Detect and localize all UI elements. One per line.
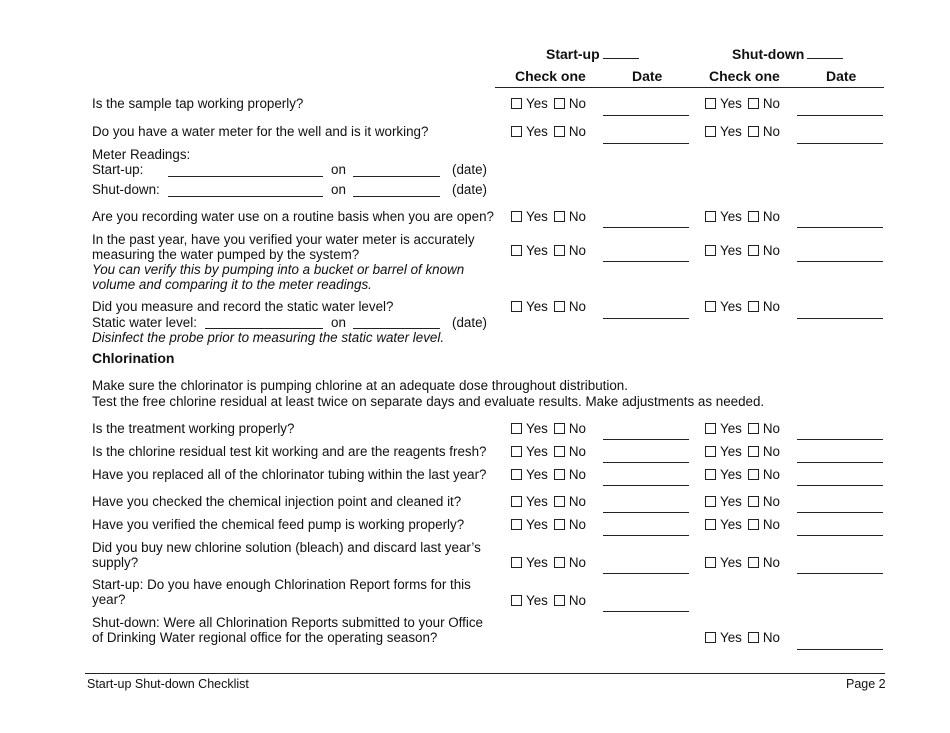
startup-date-line[interactable] <box>603 512 689 513</box>
shutdown-date-line[interactable] <box>797 573 883 574</box>
startup-date-line[interactable] <box>603 462 689 463</box>
checkbox-no[interactable] <box>748 126 759 137</box>
checkbox-yes[interactable] <box>511 211 522 222</box>
checkbox-yes[interactable] <box>511 126 522 137</box>
shutdown-yes-no[interactable]: Yes No <box>705 421 780 436</box>
shutdown-date-line[interactable] <box>797 439 883 440</box>
question-verified-meter-line1: In the past year, have you verified your water meter is accurately <box>92 232 475 247</box>
shutdown-header: Shut-down <box>732 47 843 62</box>
question-forms-line1: Start-up: Do you have enough Chlorination Report forms for this <box>92 577 471 592</box>
shutdown-yes-no[interactable]: Yes No <box>705 243 780 258</box>
question-injection: Have you checked the chemical injection point and cleaned it? <box>92 494 462 509</box>
checkbox-yes[interactable] <box>705 211 716 222</box>
checkbox-yes[interactable] <box>511 423 522 434</box>
question-treatment: Is the treatment working properly? <box>92 421 295 436</box>
meter-readings-title: Meter Readings: <box>92 147 191 162</box>
checkbox-no[interactable] <box>748 469 759 480</box>
startup-yes-no[interactable]: Yes No <box>511 467 586 482</box>
shutdown-date-header: Date <box>826 68 857 84</box>
footer-rule <box>85 673 885 674</box>
checkbox-yes[interactable] <box>511 301 522 312</box>
shutdown-yes-no[interactable]: Yes No <box>705 630 780 645</box>
startup-date-line[interactable] <box>603 261 689 262</box>
checkbox-no[interactable] <box>748 245 759 256</box>
startup-yes-no[interactable]: Yes No <box>511 555 586 570</box>
checkbox-no[interactable] <box>554 98 565 109</box>
meter-shutdown-label: Shut-down: <box>92 182 160 197</box>
shutdown-date-line[interactable] <box>797 535 883 536</box>
static-level-date-hint: (date) <box>452 315 487 330</box>
chlorination-title: Chlorination <box>92 350 175 366</box>
question-bleach-line1: Did you buy new chlorine solution (bleach) and discard last year’s <box>92 540 481 555</box>
header-rule <box>495 87 884 88</box>
startup-date-line[interactable] <box>603 143 689 144</box>
shutdown-yes-no[interactable]: Yes No <box>705 494 780 509</box>
startup-yes-no[interactable]: Yes No <box>511 124 586 139</box>
shutdown-date-line[interactable] <box>797 512 883 513</box>
meter-startup-date-hint: (date) <box>452 162 487 177</box>
shutdown-date-line[interactable] <box>797 318 883 319</box>
question-sample-tap: Is the sample tap working properly? <box>92 96 304 111</box>
startup-check-one-header: Check one <box>515 68 586 84</box>
verified-meter-note-line2: volume and comparing it to the meter readings. <box>92 277 372 292</box>
startup-yes-no[interactable]: Yes No <box>511 243 586 258</box>
checkbox-no[interactable] <box>554 423 565 434</box>
static-level-label: Static water level: <box>92 315 197 330</box>
startup-date-header: Date <box>632 68 663 84</box>
checkbox-yes[interactable] <box>511 245 522 256</box>
question-static-level: Did you measure and record the static water level? <box>92 299 394 314</box>
shutdown-date-line[interactable] <box>797 115 883 116</box>
checkbox-yes[interactable] <box>705 98 716 109</box>
checkbox-yes[interactable] <box>705 126 716 137</box>
footer-title: Start-up Shut-down Checklist <box>87 677 249 691</box>
meter-shutdown-date-line[interactable] <box>353 196 440 197</box>
checkbox-no[interactable] <box>748 632 759 643</box>
checkbox-no[interactable] <box>554 301 565 312</box>
startup-date-line[interactable] <box>603 115 689 116</box>
shutdown-yes-no[interactable]: Yes No <box>705 124 780 139</box>
startup-yes-no[interactable]: Yes No <box>511 421 586 436</box>
checkbox-yes[interactable] <box>705 557 716 568</box>
shutdown-yes-no[interactable]: Yes No <box>705 96 780 111</box>
checkbox-no[interactable] <box>554 557 565 568</box>
startup-date-line[interactable] <box>603 318 689 319</box>
shutdown-check-one-header: Check one <box>709 68 780 84</box>
startup-date-line[interactable] <box>603 227 689 228</box>
checkbox-yes[interactable] <box>705 496 716 507</box>
checkbox-no[interactable] <box>554 446 565 457</box>
checkbox-yes[interactable] <box>511 557 522 568</box>
startup-date-line[interactable] <box>603 485 689 486</box>
shutdown-date-line[interactable] <box>797 485 883 486</box>
checkbox-yes[interactable] <box>705 245 716 256</box>
question-reports-line1: Shut-down: Were all Chlorination Reports submitted to your Office <box>92 615 483 630</box>
checkbox-yes[interactable] <box>511 496 522 507</box>
question-water-meter: Do you have a water meter for the well and is it working? <box>92 124 429 139</box>
question-test-kit: Is the chlorine residual test kit working and are the reagents fresh? <box>92 444 487 459</box>
question-forms-line2: year? <box>92 592 126 607</box>
checkbox-no[interactable] <box>748 519 759 530</box>
meter-shutdown-on: on <box>331 182 346 197</box>
checkbox-yes[interactable] <box>511 469 522 480</box>
checkbox-no[interactable] <box>748 446 759 457</box>
chlorination-intro-line2: Test the free chlorine residual at least twice on separate days and evaluate results. Make adjustments as needed. <box>92 394 765 409</box>
shutdown-date-line[interactable] <box>797 227 883 228</box>
checkbox-no[interactable] <box>554 496 565 507</box>
question-recording: Are you recording water use on a routine basis when you are open? <box>92 209 494 224</box>
shutdown-date-line[interactable] <box>797 143 883 144</box>
checkbox-yes[interactable] <box>705 519 716 530</box>
checkbox-yes[interactable] <box>705 423 716 434</box>
shutdown-date-line[interactable] <box>797 649 883 650</box>
checkbox-no[interactable] <box>554 519 565 530</box>
meter-startup-on: on <box>331 162 346 177</box>
checkbox-yes[interactable] <box>705 632 716 643</box>
startup-header: Start-up <box>546 47 639 62</box>
startup-yes-no[interactable]: Yes No <box>511 593 586 608</box>
checkbox-no[interactable] <box>748 557 759 568</box>
question-reports-line2: of Drinking Water regional office for the operating season? <box>92 630 438 645</box>
startup-date-line[interactable] <box>603 611 689 612</box>
checkbox-yes[interactable] <box>705 469 716 480</box>
shutdown-yes-no[interactable]: Yes No <box>705 444 780 459</box>
shutdown-yes-no[interactable]: Yes No <box>705 467 780 482</box>
checkbox-yes[interactable] <box>511 519 522 530</box>
checkbox-no[interactable] <box>748 98 759 109</box>
startup-yes-no[interactable]: Yes No <box>511 209 586 224</box>
meter-startup-label: Start-up: <box>92 162 144 177</box>
checkbox-no[interactable] <box>554 469 565 480</box>
shutdown-date-line[interactable] <box>797 462 883 463</box>
shutdown-yes-no[interactable]: Yes No <box>705 555 780 570</box>
shutdown-date-line[interactable] <box>797 261 883 262</box>
startup-date-line[interactable] <box>603 439 689 440</box>
meter-startup-date-line[interactable] <box>353 176 440 177</box>
startup-yes-no[interactable]: Yes No <box>511 444 586 459</box>
checkbox-yes[interactable] <box>511 446 522 457</box>
checkbox-no[interactable] <box>748 496 759 507</box>
chlorination-intro-line1: Make sure the chlorinator is pumping chlorine at an adequate dose throughout distribution. <box>92 378 628 393</box>
meter-shutdown-date-hint: (date) <box>452 182 487 197</box>
checkbox-no[interactable] <box>748 211 759 222</box>
checkbox-yes[interactable] <box>705 301 716 312</box>
static-level-value-line[interactable] <box>205 328 323 329</box>
startup-yes-no[interactable]: Yes No <box>511 96 586 111</box>
meter-startup-reading-line[interactable] <box>168 176 323 177</box>
checkbox-no[interactable] <box>554 595 565 606</box>
checkbox-no[interactable] <box>554 126 565 137</box>
checkbox-yes[interactable] <box>705 446 716 457</box>
checkbox-yes[interactable] <box>511 98 522 109</box>
startup-yes-no[interactable]: Yes No <box>511 494 586 509</box>
verified-meter-note-line1: You can verify this by pumping into a bucket or barrel of known <box>92 262 465 277</box>
checkbox-no[interactable] <box>554 211 565 222</box>
startup-yes-no[interactable]: Yes No <box>511 299 586 314</box>
meter-shutdown-reading-line[interactable] <box>168 196 323 197</box>
question-verified-meter-line2: measuring the water pumped by the system? <box>92 247 360 262</box>
checkbox-no[interactable] <box>748 301 759 312</box>
startup-date-line[interactable] <box>603 535 689 536</box>
checkbox-no[interactable] <box>554 245 565 256</box>
question-tubing: Have you replaced all of the chlorinator tubing within the last year? <box>92 467 487 482</box>
shutdown-yes-no[interactable]: Yes No <box>705 299 780 314</box>
page-number: Page 2 <box>846 677 886 691</box>
shutdown-yes-no[interactable]: Yes No <box>705 209 780 224</box>
static-level-on: on <box>331 315 346 330</box>
checkbox-yes[interactable] <box>511 595 522 606</box>
static-level-note: Disinfect the probe prior to measuring the static water level. <box>92 330 445 345</box>
question-feed-pump: Have you verified the chemical feed pump is working properly? <box>92 517 465 532</box>
shutdown-yes-no[interactable]: Yes No <box>705 517 780 532</box>
startup-date-line[interactable] <box>603 573 689 574</box>
checkbox-no[interactable] <box>748 423 759 434</box>
question-bleach-line2: supply? <box>92 555 139 570</box>
static-level-date-line[interactable] <box>353 328 440 329</box>
startup-yes-no[interactable]: Yes No <box>511 517 586 532</box>
